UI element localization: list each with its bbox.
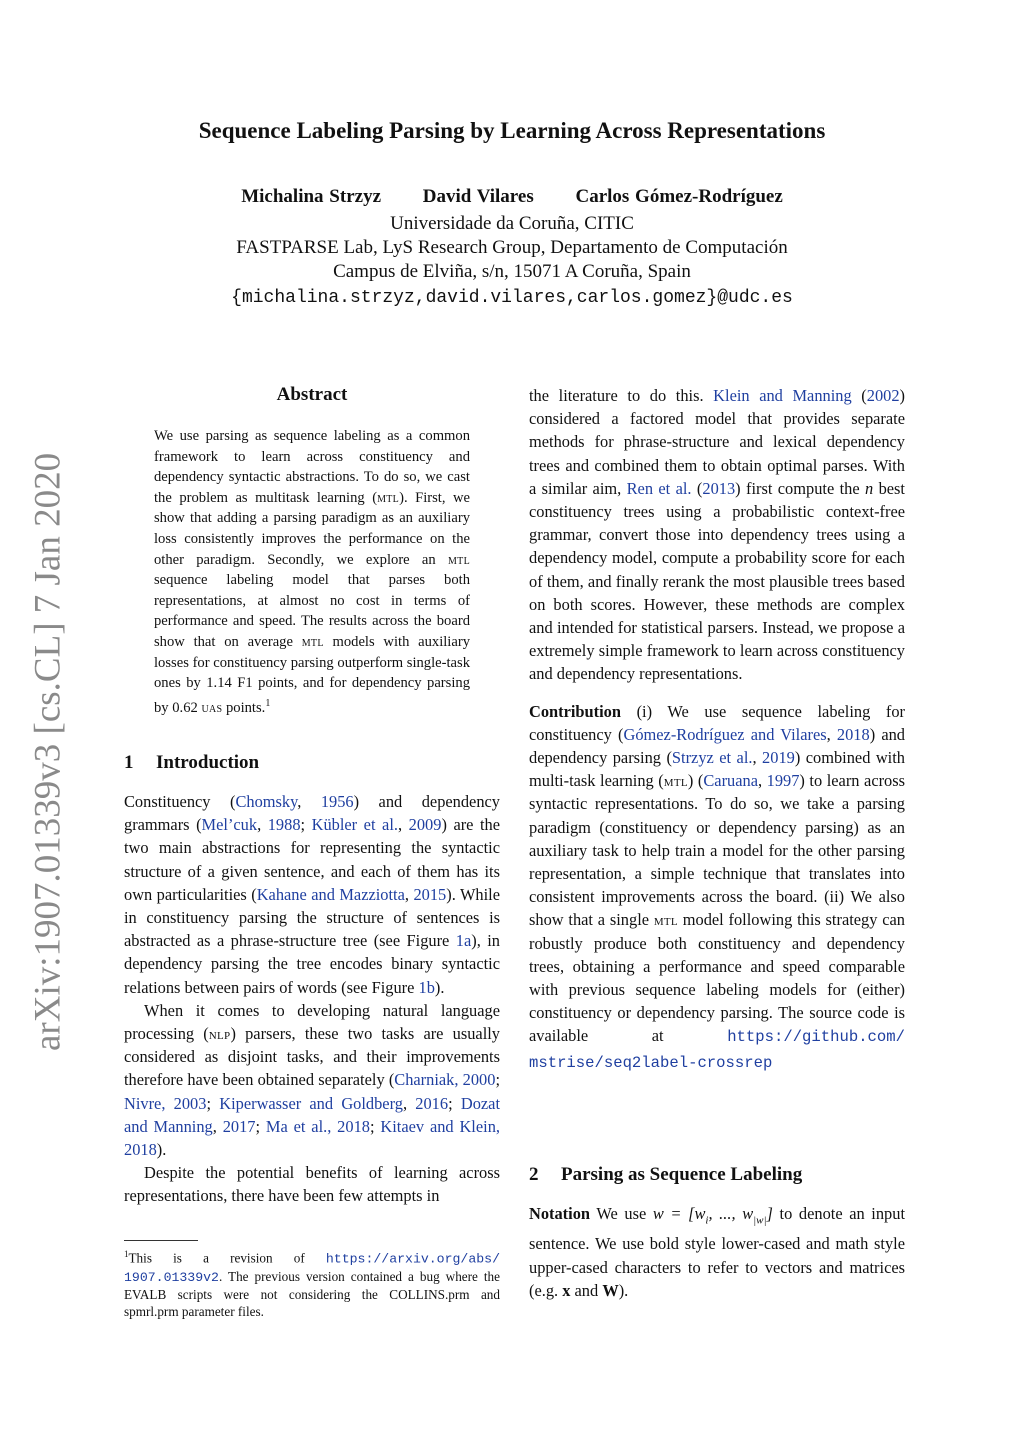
affiliation-lab: FASTPARSE Lab, LyS Research Group, Departamento de Computación [236, 237, 788, 258]
citation-link[interactable]: Dozat and Manning [124, 1093, 500, 1136]
citation-link[interactable]: Ren et al. [626, 478, 692, 498]
math-sentence-definition: $w = [w_i$, ..., $w_{|w|}$] [652, 1204, 773, 1227]
figure-link[interactable]: 1a [455, 931, 472, 951]
citation-link[interactable]: Kübler et al. [311, 815, 398, 835]
citation-link[interactable]: Klein and Manning [713, 386, 852, 405]
citation-link[interactable]: 2015 [413, 884, 447, 904]
citation-link[interactable]: 1956 [320, 792, 354, 811]
citation-link[interactable]: Nivre, 2003 [124, 1093, 207, 1113]
citation-link[interactable]: Kitaev and Klein, 2018 [124, 1116, 500, 1160]
abstract-heading: Abstract [276, 384, 348, 405]
arxiv-stamp: arXiv:1907.01339v3 [cs.CL] 7 Jan 2020 [27, 452, 69, 1052]
right-column-body [529, 384, 905, 1075]
citation-link[interactable]: 2019 [762, 748, 795, 768]
citation-link[interactable]: Mel’cuk [201, 815, 258, 835]
affiliation-address: Campus de Elviña, s/n, 15071 A Coruña, Spain [333, 261, 691, 282]
citation-link[interactable]: 1997 [766, 771, 800, 791]
intro-paragraph-3: Despite the potential benefits of learning across representations, there have been few attempts in [124, 1163, 500, 1206]
citation-link[interactable]: Charniak, 2000 [394, 1070, 496, 1090]
intro-paragraph-1: Constituency (Chomsky, 1956) and dependency grammars (Mel’cuk, 1988; Kübler et al., 2009) are the two main abstractions for representing the syntactic structure of a given sentence, and each of them has its own particularities (Kahane and Mazziotta, 2015). While in constituency parsing the structure of sentences is abstracted as a phrase-structure tree (see Figure 1a), in dependency parsing the tree encodes binary syntactic relations between pairs of words (see Figure 1b). [124, 792, 501, 997]
author-name: David Vilares [422, 186, 534, 207]
citation-link[interactable]: Ma et al., 2018 [265, 1116, 370, 1136]
section-heading-parsing-as-sequence-labeling: 2 Parsing as Sequence Labeling [529, 1164, 803, 1185]
author-name: Carlos Gómez-Rodríguez [575, 186, 783, 207]
footnote-divider [124, 1240, 198, 1241]
citation-link[interactable]: Caruana [703, 771, 758, 791]
footnote: $^1$This is a revision of https://arxiv.org/abs/ 1907.01339v2. The previous version contained a bug where the EVALB scripts were not considering the COLLINS.prm and spmrl.prm parameter files. [124, 1249, 500, 1319]
citation-link[interactable]: 1988 [267, 815, 301, 835]
intro-paragraph-2: When it comes to developing natural language processing (nlp) parsers, these two tasks are usually considered as disjoint tasks, and their improvements therefore have been obtained separately (Charniak, 2000; Nivre, 2003; Kiperwasser and Goldberg, 2016; Dozat and Manning, 2017; Ma et al., 2018; Kitaev and Klein, 2018). [124, 1000, 501, 1160]
footnote-marker[interactable]: 1 [265, 697, 271, 709]
author-name: Michalina Strzyz [241, 186, 381, 207]
section-heading-introduction: 1 Introduction [124, 752, 260, 773]
citation-link[interactable]: Chomsky [235, 792, 298, 811]
affiliation-university: Universidade da Coruña, CITIC [390, 213, 634, 234]
source-code-link[interactable]: https://github.com/ mstrise/seq2label-crossrep [529, 1028, 905, 1072]
figure-link[interactable]: 1b [418, 977, 435, 997]
notation-paragraph: Notation We use $w = [w_i$, ..., $w_{|w|}$] to denote an input sentence. We use bold style lower-cased and math style upper-cased characters to refer to vectors and matrices (e.g. x and W). [529, 1204, 906, 1300]
citation-link[interactable]: Kahane and Mazziotta [256, 884, 405, 904]
citation-link[interactable]: 2018 [836, 724, 870, 744]
left-column-body [124, 790, 500, 1208]
footnote-url-link[interactable]: https://arxiv.org/abs/ 1907.01339v2 [124, 1251, 500, 1285]
intro-paragraph-continued: the literature to do this. Klein and Manning (2002) considered a factored model that provides separate methods for phrase-structure and lexical dependency trees and combined them to obtain optimal parses. With a similar aim, Ren et al. (2013) first compute the n best constituency trees using a probabilistic context-free grammar, convert those into dependency trees using a dependency model, compute a probability score for each of them, and finally rerank the most plausible trees based on both scores. However, these methods are complex and intended for statistical parsers. Instead, we propose a extremely simple framework to learn across constituency and dependency representations. [529, 386, 905, 684]
citation-link[interactable]: 2017 [222, 1116, 256, 1136]
citation-link[interactable]: 2016 [415, 1093, 449, 1113]
citation-link[interactable]: 2013 [702, 478, 736, 498]
citation-link[interactable]: 2009 [408, 815, 442, 835]
citation-link[interactable]: Strzyz et al. [671, 748, 753, 768]
citation-link[interactable]: 2002 [866, 386, 900, 405]
contribution-paragraph: Contribution (i) We use sequence labeling for constituency (Gómez-Rodríguez and Vilares, 2018) and dependency parsing (Strzyz et al., 2019) combined with multi-task learning (mtl) (Caruana, 1997) to learn across syntactic representations. To do so, we take a parsing paradigm (constituency or dependency parsing) as an auxiliary task to help train a model for the other parsing representation, a simple technique that translates into consistent improvements across the board. (ii) We also show that a single mtl model following this strategy can robustly produce both constituency and dependency trees, obtaining a performance and speed comparable with previous sequence labeling models for (either) constituency or dependency parsing. The source code is available at https://github.com/ mstrise/seq2label-crossrep [529, 701, 906, 1072]
citation-link[interactable]: Kiperwasser and Goldberg [219, 1093, 403, 1113]
paper-title: Sequence Labeling Parsing by Learning Across Representations [198, 118, 826, 143]
abstract-body: We use parsing as sequence labeling as a common framework to learn across constituency and dependency syntactic abstractions. To do so, we cast the problem as multitask learning (mtl). First, we show that adding a parsing paradigm as an auxiliary loss consistently improves the performance on the other paradigm. Secondly, we explore an mtl sequence labeling model that parses both representations, at almost no cost in terms of performance and speed. The results across the board show that on average mtl models with auxiliary losses for constituency parsing outperform single-task ones by 1.14 F1 points, and for dependency parsing by 0.62 uas points.$^1$ [154, 428, 470, 716]
citation-link[interactable]: Gómez-Rodríguez and Vilares [623, 724, 827, 744]
author-list [0, 186, 1024, 208]
author-emails[interactable]: {michalina.strzyz,david.vilares,carlos.gomez}@udc.es [231, 288, 793, 308]
